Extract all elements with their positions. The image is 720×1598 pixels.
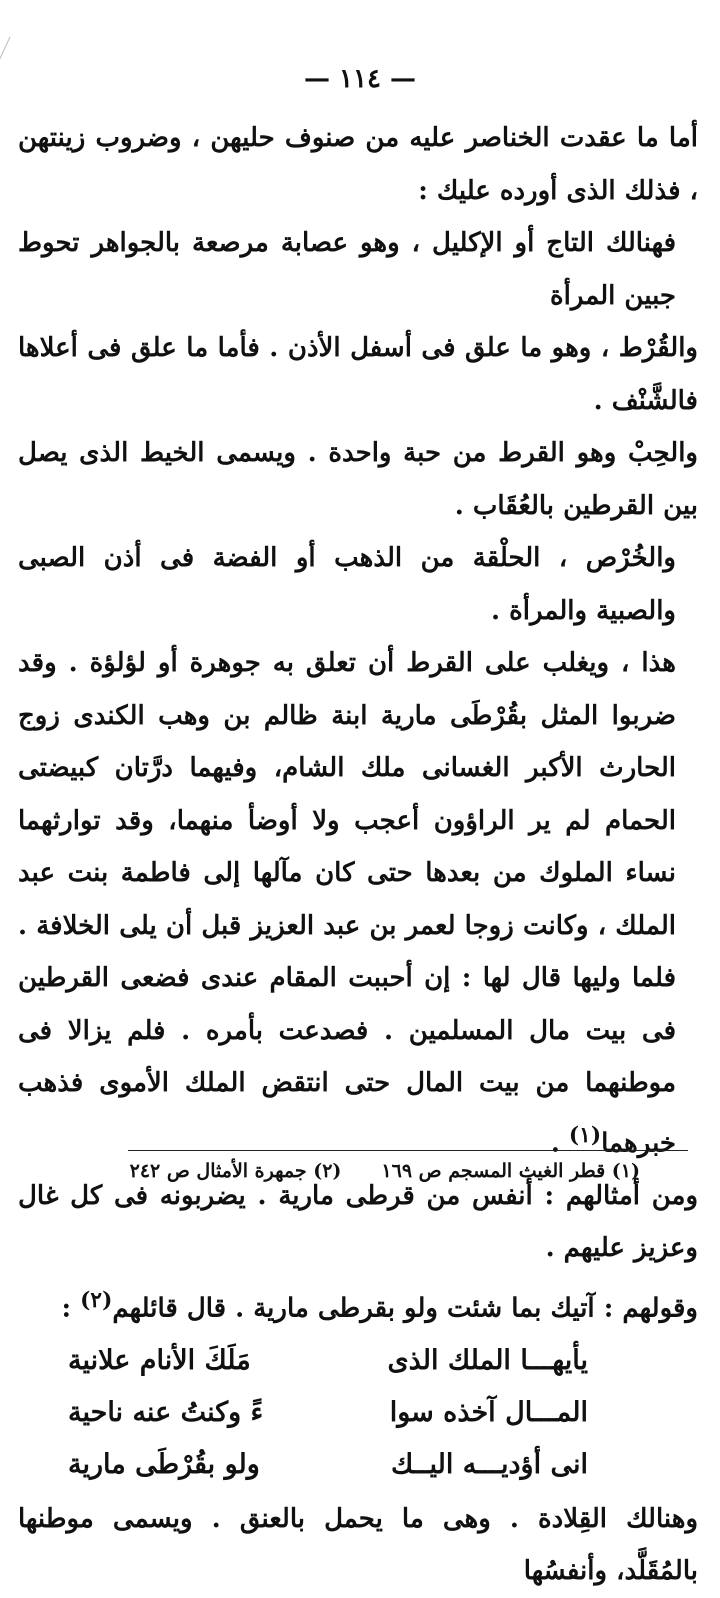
paragraph-text: وقولهم : آتيك بما شئت ولو بقرطى مارية . قال قائلهم <box>112 1293 698 1324</box>
footnotes <box>80 1160 640 1182</box>
verse-second-half: ءً وكنتُ عنه ناحية <box>68 1396 264 1428</box>
footnote-marker: (٢) <box>80 1287 113 1313</box>
footnote-1: (١) قطر الغيث المسجم ص ١٦٩ <box>381 1160 640 1182</box>
paragraph: أما ما عقدت الخناصر عليه من صنوف حليهن ، وضروب زينتهن ، فذلك الذى أورده عليك : <box>18 123 698 206</box>
footnote-2: (٢) جمهرة الأمثال ص ٢٤٢ <box>129 1160 342 1182</box>
paragraph: وهنالك القِلادة . وهى ما يحمل بالعنق . ويسمى موطنها بالمُقَلَّد، وأنفسُها <box>18 1503 698 1587</box>
poem <box>18 1335 698 1493</box>
verse-first-half: انى أؤديـــه اليــك <box>390 1448 588 1480</box>
paragraph: والقُرْط ، وهو ما علق فى أسفل الأذن . فأما ما علق فى أعلاها فالشَّنْف . <box>18 333 698 416</box>
poem-verse <box>68 1335 588 1387</box>
main-text <box>18 112 698 1598</box>
paragraph-text: هذا ، ويغلب على القرط أن تعلق به جوهرة أو لؤلؤة . وقد ضربوا المثل بقُرْطَى مارية ابنة ظالم بن وهب الكندى زوج الحارث الأكبر الغسانى ملك الشام، وفيهما درَّتان كبيضتى الحمام لم ير الراؤون أعجب ولا أوضأ منهما، وقد توارثهما نساء الملوك من بعدها حتى كان مآلها إلى فاطمة بنت عبد الملك ، وكانت زوجا لعمر بن عبد العزيز قبل أن يلى الخلافة . فلما وليها قال لها : إن أحببت المقام عندى فضعى القرطين فى بيت مال المسلمين . فصدعت بأمره . فلم يزالا فى موطنهما من بيت المال حتى انتقض الملك الأموى فذهب خبرهما <box>18 648 676 1159</box>
paragraph: هذا ، ويغلب على القرط أن تعلق به جوهرة أو لؤلؤة . وقد ضربوا المثل بقُرْطَى مارية ابنة ظالم بن وهب الكندى زوج الحارث الأكبر الغسانى ملك الشام، وفيهما درَّتان كبيضتى الحمام لم ير الراؤون أعجب ولا أوضأ منهما، وقد توارثهما نساء الملوك من بعدها حتى كان مآلها إلى فاطمة بنت عبد الملك ، وكانت زوجا لعمر بن عبد العزيز قبل أن يلى الخلافة . فلما وليها قال لها : إن أحببت المقام عندى فضعى القرطين فى بيت مال المسلمين . فصدعت بأمره . فلم يزالا فى موطنهما من بيت المال حتى انتقض الملك الأموى فذهب خبرهما$^{(١)}$ . <box>18 648 676 1159</box>
poem-verse <box>68 1439 588 1491</box>
verse-second-half: ولو بقُرْطَى مارية <box>68 1448 260 1480</box>
page-number: — ١١٤ — <box>303 64 417 94</box>
footnote-marker: (١) <box>568 1122 602 1148</box>
paragraph: ومن أمثالهم : أنفس من قرطى مارية . يضربونه فى كل غال وعزيز عليهم . <box>18 1180 698 1264</box>
footnote-divider <box>128 1150 688 1151</box>
paragraph: والخُرْص ، الحلْقة من الذهب أو الفضة فى أذن الصبى والصبية والمرأة . <box>18 543 676 626</box>
paragraph: وقولهم : آتيك بما شئت ولو بقرطى مارية . قال قائلهم$^{(٢)}$ : <box>61 1287 698 1324</box>
paragraph: والحِبْ وهو القرط من حبة واحدة . ويسمى الخيط الذى يصل بين القرطين بالعُقَاب . <box>18 438 698 521</box>
verse-first-half: المـــال آخذه سوا <box>389 1396 588 1428</box>
poem-verse <box>68 1387 588 1439</box>
verse-second-half: مَلَكَ الأنام علانية <box>68 1344 251 1376</box>
paragraph: فهنالك التاج أو الإكليل ، وهو عصابة مرصعة بالجواهر تحوط جبين المرأة <box>18 228 676 311</box>
verse-first-half: يأيهـــا الملك الذى <box>387 1344 588 1376</box>
